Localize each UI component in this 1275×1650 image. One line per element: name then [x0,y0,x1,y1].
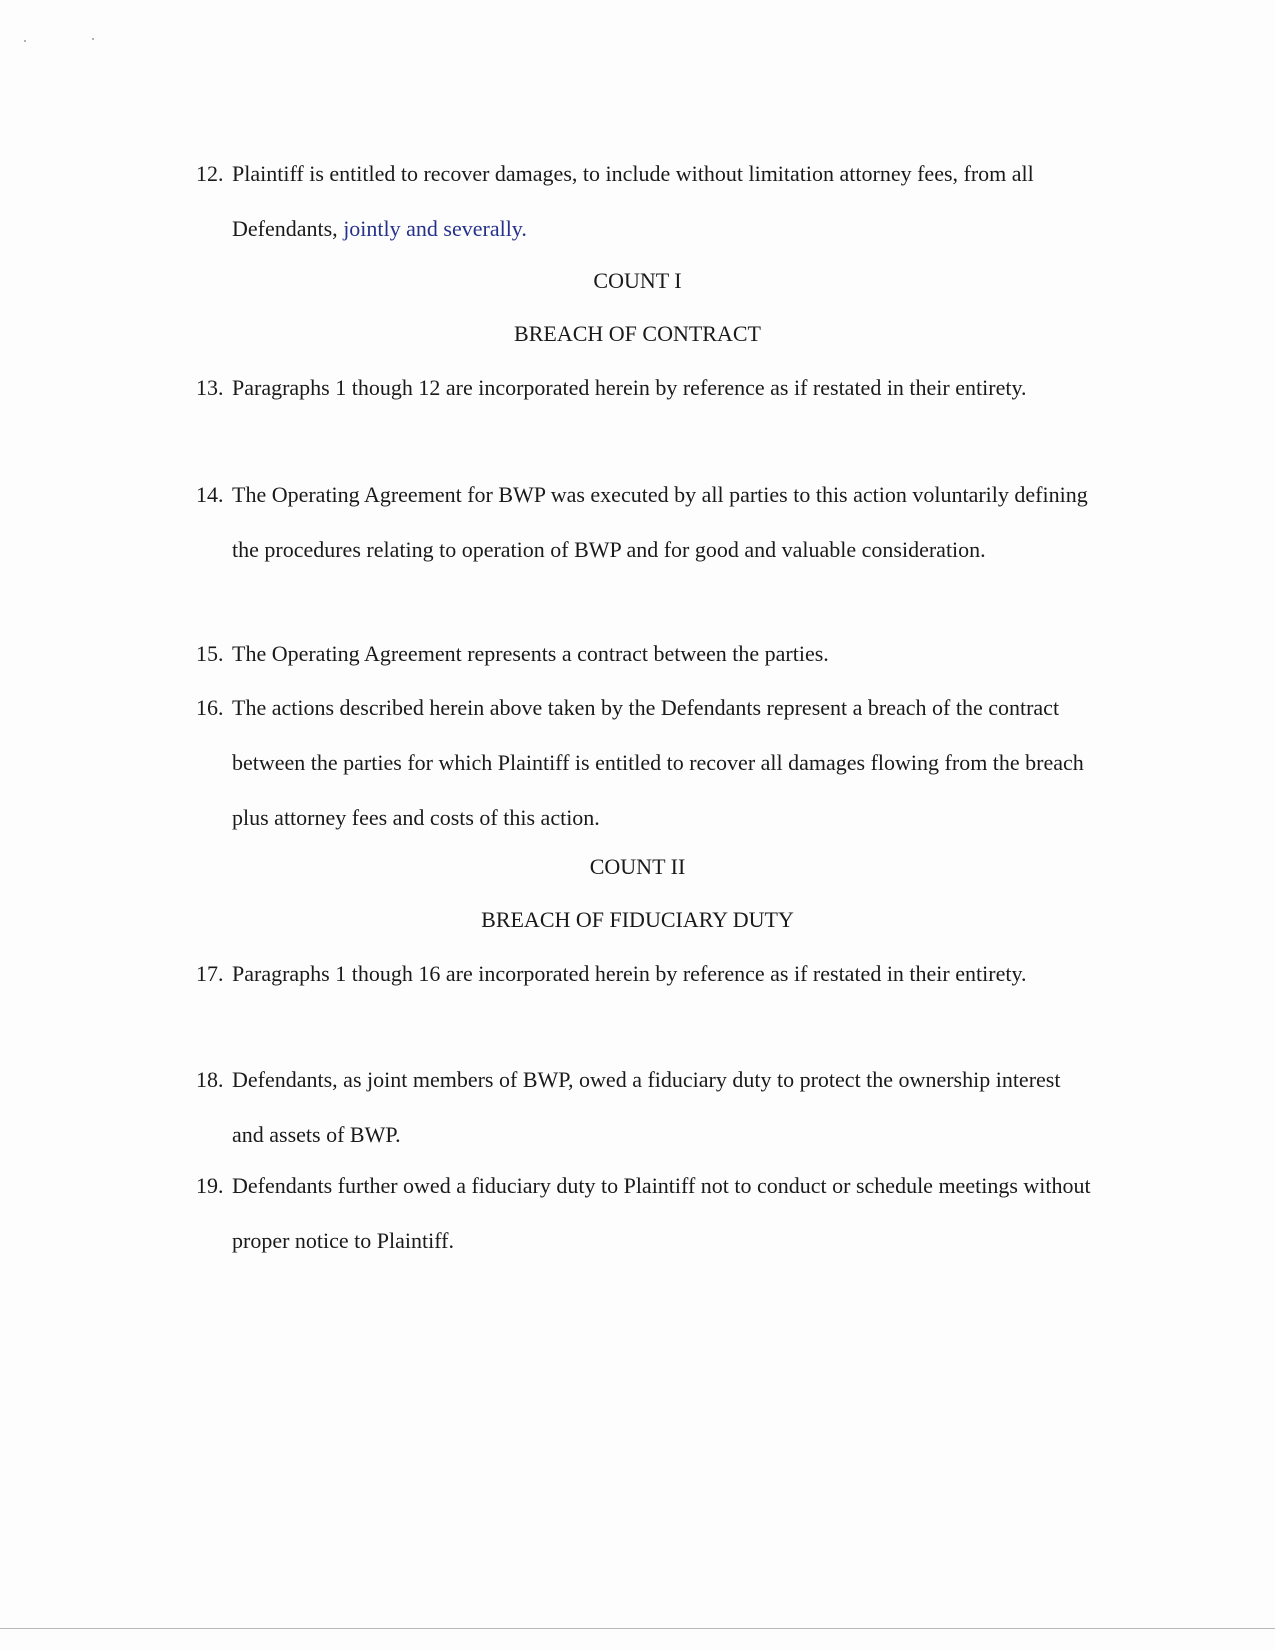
paragraph-number: 13. [196,375,224,400]
paragraph-14 [196,467,1096,577]
paragraph-16 [196,680,1096,845]
paragraph-number: 19. [196,1173,224,1198]
paragraph-19 [196,1158,1096,1268]
paragraph-text: Defendants, as joint members of BWP, owed a fiduciary duty to protect the ownership interest and assets of BWP. [232,1067,1061,1147]
paragraph-text [196,146,1096,256]
handwritten-punctuation: . [521,216,527,241]
paragraph-12 [196,146,1096,256]
paragraph-17 [196,946,1096,1001]
paragraph-13 [196,360,1096,415]
paragraph-text: The Operating Agreement represents a contract between the parties. [232,641,829,666]
count-heading: COUNT II [589,854,686,879]
paragraph-number: 17. [196,961,224,986]
paragraph-text: Defendants further owed a fiduciary duty to Plaintiff not to conduct or schedule meetings without proper notice to Plaintiff. [232,1173,1091,1253]
paragraph-number: 18. [196,1067,224,1092]
paragraph-number: 15. [196,641,224,666]
scan-speck [92,38,94,40]
paragraph-number: 12. [196,161,224,186]
paragraph-text: The Operating Agreement for BWP was executed by all parties to this action voluntarily defining the procedures relating to operation of BWP and for good and valuable consideration. [232,482,1088,562]
count-title: BREACH OF FIDUCIARY DUTY [481,907,794,932]
handwritten-insertion: jointly and severally [343,216,522,241]
scan-edge-line [0,1628,1275,1629]
paragraph-15 [196,626,1096,681]
paragraph-number: 16. [196,695,224,720]
scan-speck [24,40,26,42]
paragraph-number: 14. [196,482,224,507]
paragraph-18 [196,1052,1096,1162]
paragraph-text-typed: Plaintiff is entitled to recover damages, to include without limitation attorney fees, from all Defendants, [232,161,1034,241]
paragraph-text: Paragraphs 1 though 16 are incorporated herein by reference as if restated in their entirety. [232,961,1027,986]
count-title: BREACH OF CONTRACT [514,321,761,346]
count-heading: COUNT I [593,268,682,293]
paragraph-text: The actions described herein above taken by the Defendants represent a breach of the contract between the parties for which Plaintiff is entitled to recover all damages flowing from the breach plus attorney fees and costs of this action. [232,695,1084,830]
paragraph-text: Paragraphs 1 though 12 are incorporated herein by reference as if restated in their entirety. [232,375,1027,400]
